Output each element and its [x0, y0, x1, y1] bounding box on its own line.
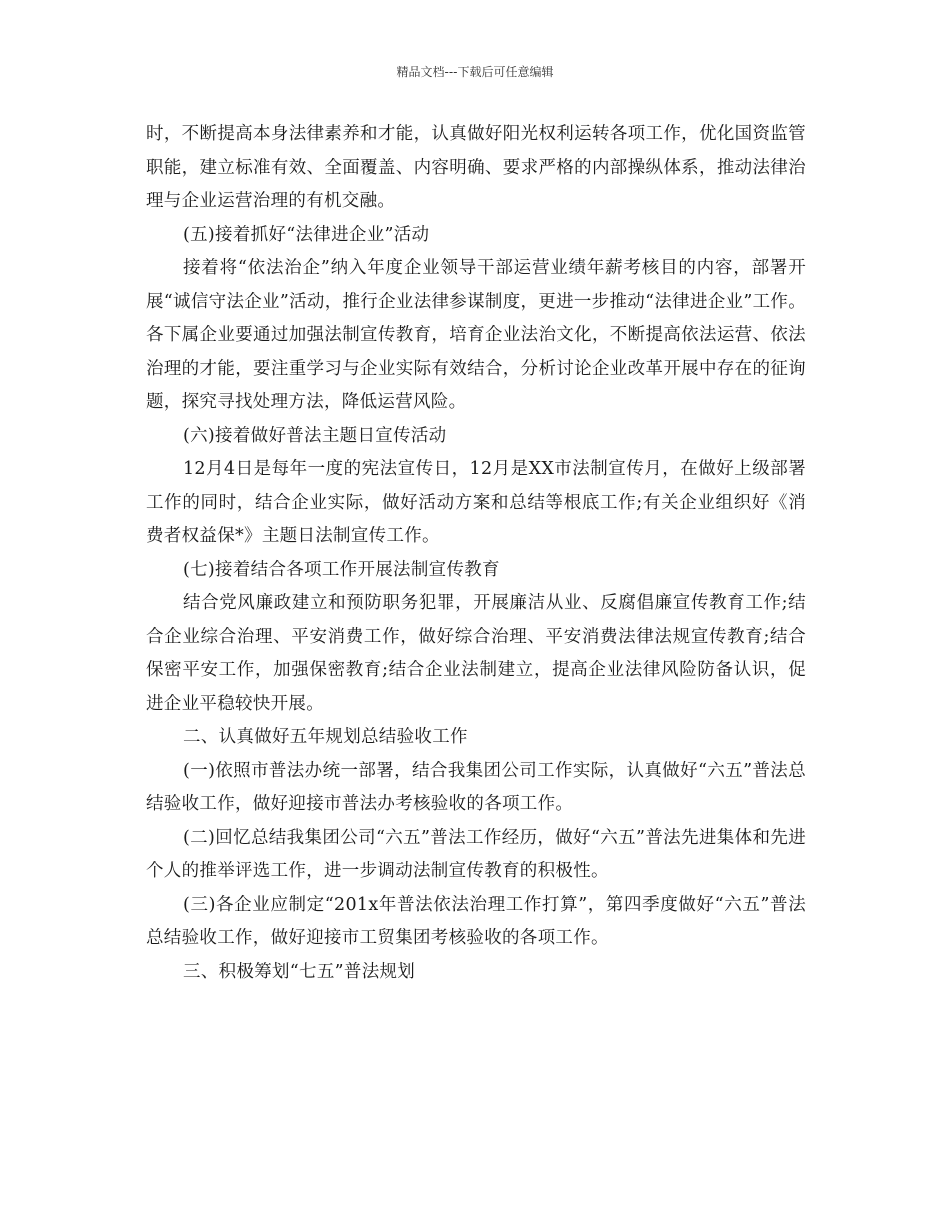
paragraph: 12月4日是每年一度的宪法宣传日，12月是XX市法制宣传月，在做好上级部署工作的同时，结合企业实际，做好活动方案和总结等根底工作;有关企业组织好《消费者权益保*》主题日法制宣传工作。	[146, 459, 806, 546]
paragraph: 接着将“依法治企”纳入年度企业领导干部运营业绩年薪考核目的内容，部署开展“诚信守法企业”活动，推行企业法律参谋制度，更进一步推动“法律进企业”工作。各下属企业要通过加强法制宣传教育，培育企业法治文化，不断提高依法运营、依法治理的才能，要注重学习与企业实际有效结合，分析讨论企业改革开展中存在的征询题，探究寻找处理方法，降低运营风险。	[146, 258, 806, 412]
section-heading: 二、认真做好五年规划总结验收工作	[183, 727, 468, 747]
document-body	[146, 118, 806, 989]
section-heading: (六)接着做好普法主题日宣传活动	[183, 425, 447, 446]
paragraph: (一)依照市普法办统一部署，结合我集团公司工作实际，认真做好“六五”普法总结验收工作，做好迎接市普法办考核验收的各项工作。	[146, 760, 806, 814]
paragraph: 时，不断提高本身法律素养和才能，认真做好阳光权利运转各项工作，优化国资监管职能，建立标准有效、全面覆盖、内容明确、要求严格的内部操纵体系，推动法律治理与企业运营治理的有机交融。	[146, 124, 806, 211]
paragraph: (三)各企业应制定“201x年普法依法治理工作打算”，第四季度做好“六五”普法总结验收工作，做好迎接市工贸集团考核验收的各项工作。	[146, 894, 806, 948]
page-header: 精品文档---下载后可任意编辑	[396, 65, 554, 79]
paragraph: 结合党风廉政建立和预防职务犯罪，开展廉洁从业、反腐倡廉宣传教育工作;结合企业综合治理、平安消费工作，做好综合治理、平安消费法律法规宣传教育;结合保密平安工作，加强保密教育;结合企业法制建立，提高企业法律风险防备认识，促进企业平稳较快开展。	[146, 593, 806, 714]
section-heading: (五)接着抓好“法律进企业”活动	[183, 224, 430, 245]
paragraph: (二)回忆总结我集团公司“六五”普法工作经历，做好“六五”普法先进集体和先进个人的推举评选工作，进一步调动法制宣传教育的积极性。	[146, 827, 806, 881]
section-heading: (七)接着结合各项工作开展法制宣传教育	[183, 559, 500, 580]
section-heading: 三、积极筹划“七五”普法规划	[183, 961, 416, 982]
